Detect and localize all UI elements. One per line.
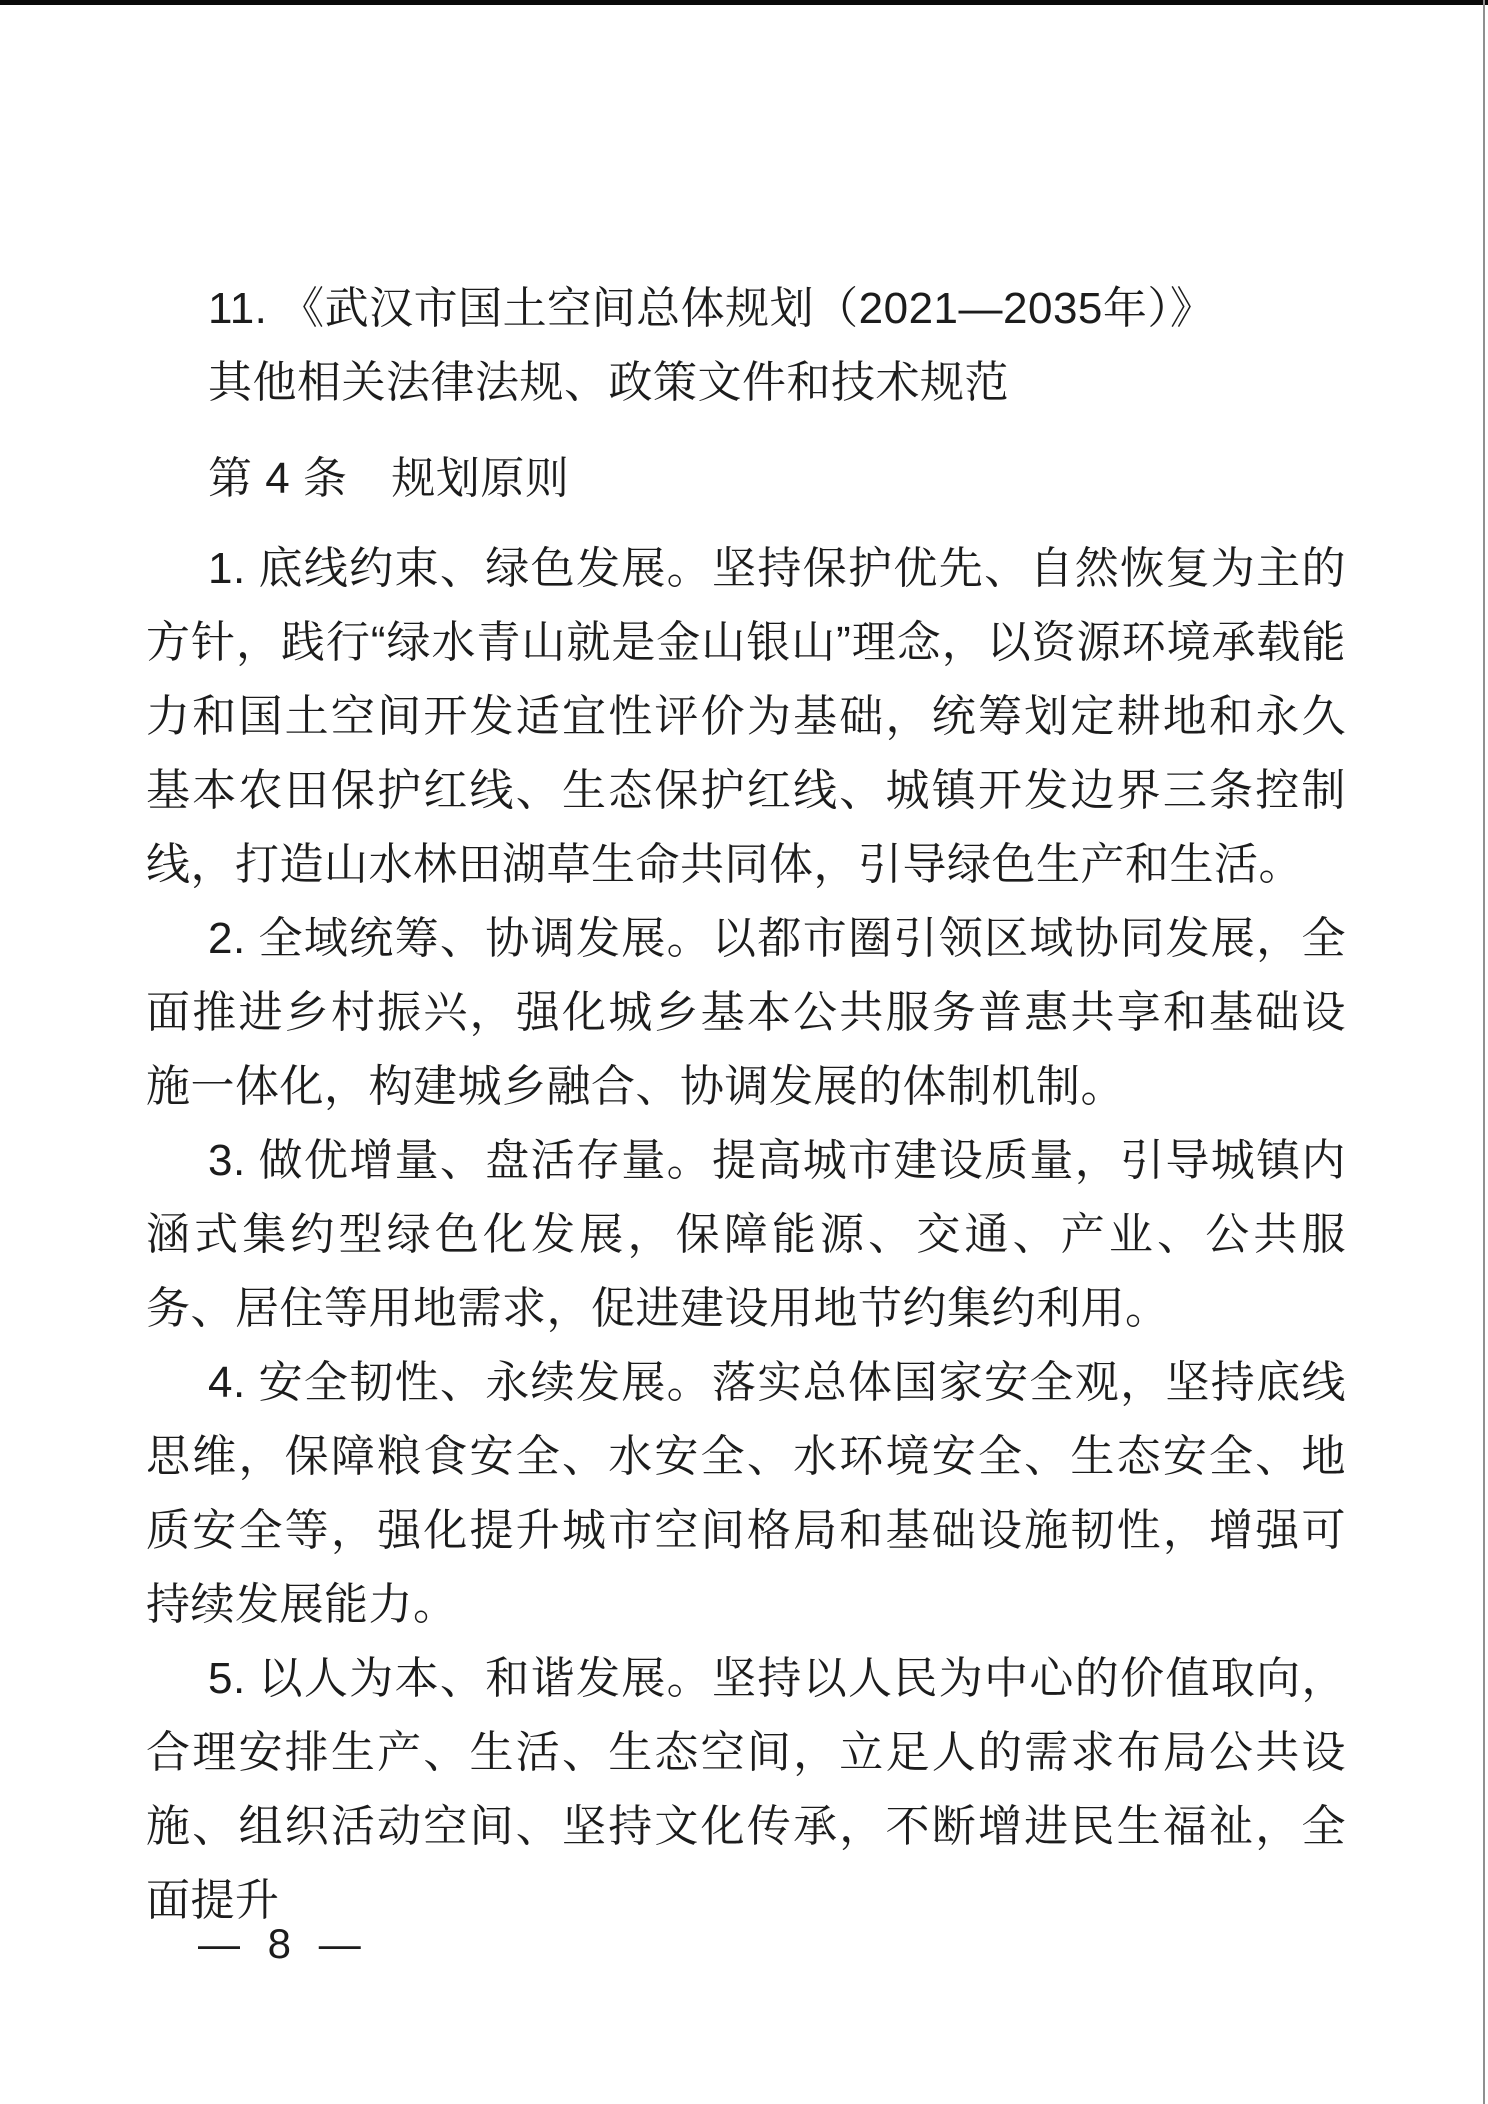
body-paragraph xyxy=(146,902,1346,1124)
body-paragraph xyxy=(146,1124,1346,1346)
paragraph-number: 5. xyxy=(208,1654,246,1703)
paragraph-number: 3. xyxy=(208,1136,246,1185)
body-paragraph xyxy=(146,1642,1346,1938)
article-number: 第 4 条 xyxy=(208,454,348,503)
page-number: — 8 — xyxy=(198,1920,369,1967)
paragraph-number: 2. xyxy=(208,914,246,963)
document-body xyxy=(146,272,1346,1938)
article-title: 规划原则 xyxy=(391,454,570,503)
page-top-border xyxy=(0,0,1488,5)
paragraph-text: 安全韧性、永续发展。落实总体国家安全观，坚持底线思维，保障粮食安全、水安全、水环境安全、生态安全、地质安全等，强化提升城市空间格局和基础设施韧性，增强可持续发展能力。 xyxy=(146,1358,1346,1629)
page-right-edge-line xyxy=(1483,0,1485,2104)
paragraph-number: 4. xyxy=(208,1358,246,1407)
reference-item: 其他相关法律法规、政策文件和技术规范 xyxy=(208,358,1009,407)
body-paragraph xyxy=(146,1346,1346,1642)
paragraph-text: 全域统筹、协调发展。以都市圈引领区域协同发展，全面推进乡村振兴，强化城乡基本公共服务普惠共享和基础设施一体化，构建城乡融合、协调发展的体制机制。 xyxy=(146,914,1346,1111)
paragraph-number: 1. xyxy=(208,544,246,593)
paragraph-text: 以人为本、和谐发展。坚持以人民为中心的价值取向，合理安排生产、生活、生态空间，立足人的需求布局公共设施、组织活动空间、坚持文化传承，不断增进民生福祉，全面提升 xyxy=(146,1654,1346,1925)
paragraph-text: 做优增量、盘活存量。提高城市建设质量，引导城镇内涵式集约型绿色化发展，保障能源、交通、产业、公共服务、居住等用地需求，促进建设用地节约集约利用。 xyxy=(146,1136,1346,1333)
body-paragraph xyxy=(146,532,1346,902)
reference-item: 11. 《武汉市国土空间总体规划（2021—2035年）》 xyxy=(208,284,1215,333)
paragraph-text: 底线约束、绿色发展。坚持保护优先、自然恢复为主的方针，践行“绿水青山就是金山银山”理念，以资源环境承载能力和国土空间开发适宜性评价为基础，统筹划定耕地和永久基本农田保护红线、生态保护红线、城镇开发边界三条控制线，打造山水林田湖草生命共同体，引导绿色生产和生活。 xyxy=(146,544,1346,889)
article-heading xyxy=(146,442,1346,516)
